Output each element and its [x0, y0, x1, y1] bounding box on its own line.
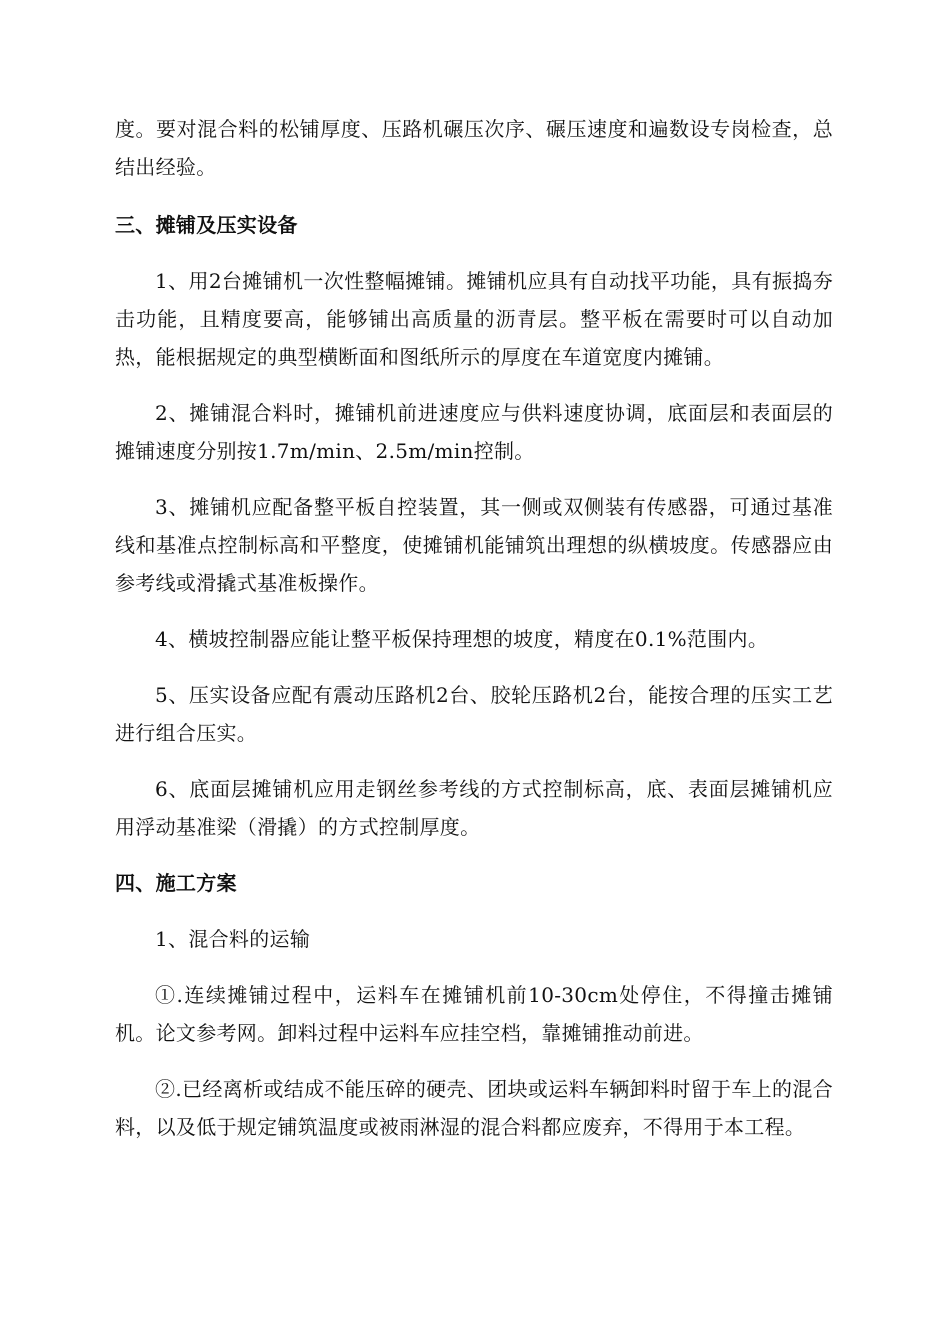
paragraph-point-1: ①.连续摊铺过程中，运料车在摊铺机前10-30cm处停住，不得撞击摊铺机。论文参考网。卸料过程中运料车应挂空档，靠摊铺推动前进。: [115, 983, 833, 1045]
paragraph-item-6: 6、底面层摊铺机应用走钢丝参考线的方式控制标高，底、表面层摊铺机应用浮动基准梁（滑撬）的方式控制厚度。: [115, 777, 833, 839]
paragraph-point-2: ②.已经离析或结成不能压碎的硬壳、团块或运料车辆卸料时留于车上的混合料，以及低于规定铺筑温度或被雨淋湿的混合料都应废弃，不得用于本工程。: [115, 1077, 833, 1139]
paragraph-item-5: 5、压实设备应配有震动压路机2台、胶轮压路机2台，能按合理的压实工艺进行组合压实。: [115, 683, 833, 745]
subsection-title: 1、混合料的运输: [155, 927, 311, 951]
paragraph-item-3: 3、摊铺机应配备整平板自控装置，其一侧或双侧装有传感器，可通过基准线和基准点控制标高和平整度，使摊铺机能铺筑出理想的纵横坡度。传感器应由参考线或滑撬式基准板操作。: [115, 495, 833, 595]
paragraph-item-1: 1、用2台摊铺机一次性整幅摊铺。摊铺机应具有自动找平功能，具有振捣夯击功能，且精度要高，能够铺出高质量的沥青层。整平板在需要时可以自动加热，能根据规定的典型横断面和图纸所示的厚度在车道宽度内摊铺。: [115, 269, 833, 369]
document-page: [115, 110, 833, 1164]
paragraph-item-2: 2、摊铺混合料时，摊铺机前进速度应与供料速度协调，底面层和表面层的摊铺速度分别按1.7m/min、2.5m/min控制。: [115, 401, 833, 463]
paragraph-continuation: 度。要对混合料的松铺厚度、压路机碾压次序、碾压速度和遍数设专岗检查，总结出经验。: [115, 117, 833, 179]
paragraph-item-4: 4、横坡控制器应能让整平板保持理想的坡度，精度在0.1%范围内。: [155, 627, 769, 651]
section-heading-3: 三、摊铺及压实设备: [115, 213, 298, 237]
section-heading-4: 四、施工方案: [115, 871, 237, 895]
